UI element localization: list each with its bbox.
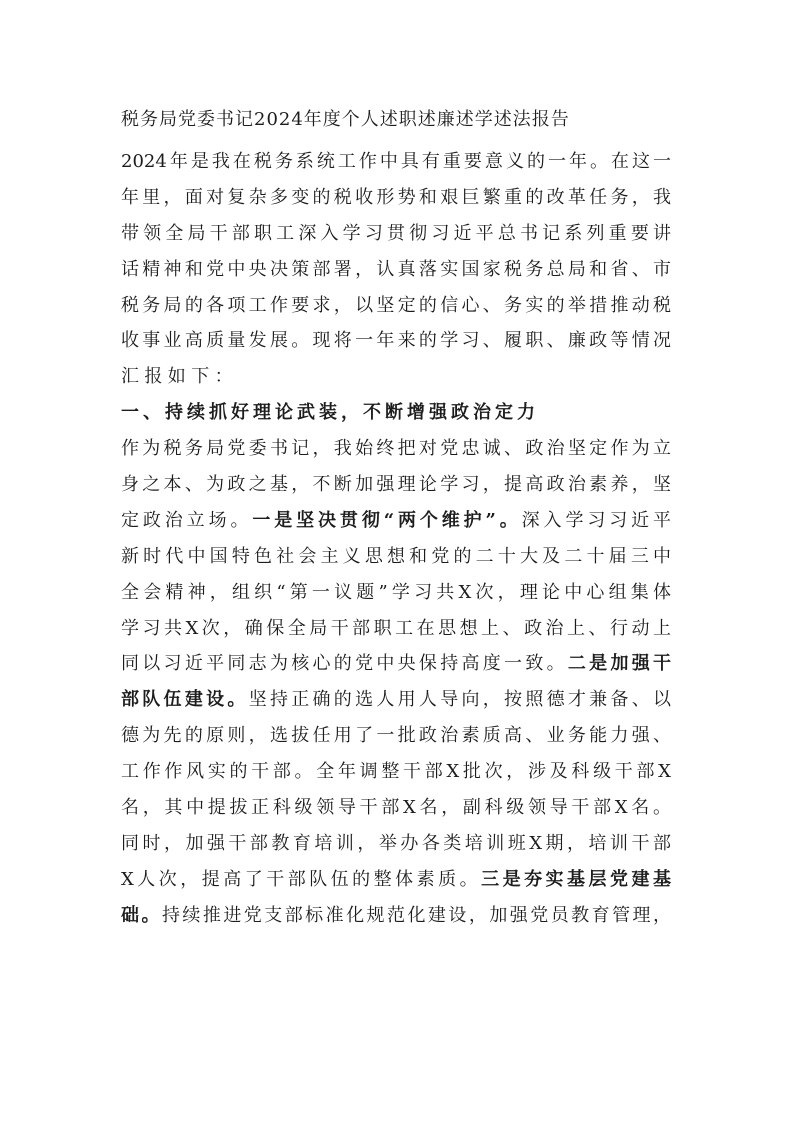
bold-text: 二是加强干 [567,653,672,675]
text-span: 深入学习习近平 [521,509,672,531]
text-span: 话精神和党中央决策部署，认真落实国家税务总局和省、市 [121,258,671,280]
paragraph-line [121,327,671,363]
text-span: 同以习近平同志为核心的党中央保持高度一致。 [121,653,568,675]
paragraph-line [121,292,671,328]
paragraph-line [121,363,671,399]
text-span: 身之本、为政之基，不断加强理论学习，提高政治素养，坚 [121,474,671,496]
paragraph-line [121,758,671,794]
paragraph-line [121,471,671,507]
paragraph-line [121,830,671,866]
text-span: 同时，加强干部教育培训，举办各类培训班X期，培训干部 [121,832,671,854]
text-span: 定政治立场。 [121,509,253,531]
text-span: 年里，面对复杂多变的税收形势和艰巨繁重的改革任务，我 [121,186,671,208]
paragraph-line [121,866,671,902]
bold-text: 部队伍建设。 [121,689,249,711]
document-title: 税务局党委书记2024年度个人述职述廉述学述法报告 [121,109,570,130]
paragraph-line [121,686,671,722]
paragraph-line [121,256,671,292]
text-span: 作为税务局党委书记，我始终把对党忠诚、政治坚定作为立 [121,438,671,460]
paragraph-line [121,543,671,579]
paragraph-line [121,148,671,184]
paragraph-line [121,579,671,615]
paragraph-line [121,650,671,686]
paragraph-line [121,902,671,938]
paragraph-line [121,220,671,256]
text-span: 全会精神，组织“第一议题”学习共X次，理论中心组集体 [121,581,671,603]
text-span: 带领全局干部职工深入学习贯彻习近平总书记系列重要讲 [121,222,671,244]
text-span: 学习共X次，确保全局干部职工在思想上、政治上、行动上 [121,617,671,639]
text-span: 德为先的原则，选拔任用了一批政治素质高、业务能力强、 [121,725,671,747]
bold-text: 三是夯实基层党建基 [481,868,671,890]
text-span: 2024年是我在税务系统工作中具有重要意义的一年。在这一 [121,151,671,172]
paragraph-line [121,794,671,830]
text-span: 名，其中提拔正科级领导干部X名，副科级领导干部X名。 [121,797,671,819]
paragraph-line [121,184,671,220]
text-span: 持续推进党支部标准化规范化建设，加强党员教育管理， [161,904,672,926]
text-span: 税务局的各项工作要求，以坚定的信心、务实的举措推动税 [121,294,671,316]
text-span: 工作作风实的干部。全年调整干部X批次，涉及科级干部X [121,761,671,783]
paragraph-line [121,435,671,471]
text-span: 收事业高质量发展。现将一年来的学习、履职、廉政等情况 [121,330,671,352]
text-span: 汇报如下： [121,366,238,388]
paragraph-line [121,507,671,543]
bold-text: 一是坚决贯彻“两个维护”。 [252,509,522,531]
document-body [121,106,671,938]
bold-text: 础。 [121,904,162,926]
section-heading [121,399,671,435]
text-span: X人次，提高了干部队伍的整体素质。 [121,868,482,890]
text-span: 新时代中国特色社会主义思想和党的二十大及二十届三中 [121,545,671,567]
text-span: 坚持正确的选人用人导向，按照德才兼备、以 [248,689,672,711]
bold-text: 一、持续抓好理论武装，不断增强政治定力 [121,402,539,424]
paragraph-line [121,615,671,651]
paragraph-line [121,722,671,758]
